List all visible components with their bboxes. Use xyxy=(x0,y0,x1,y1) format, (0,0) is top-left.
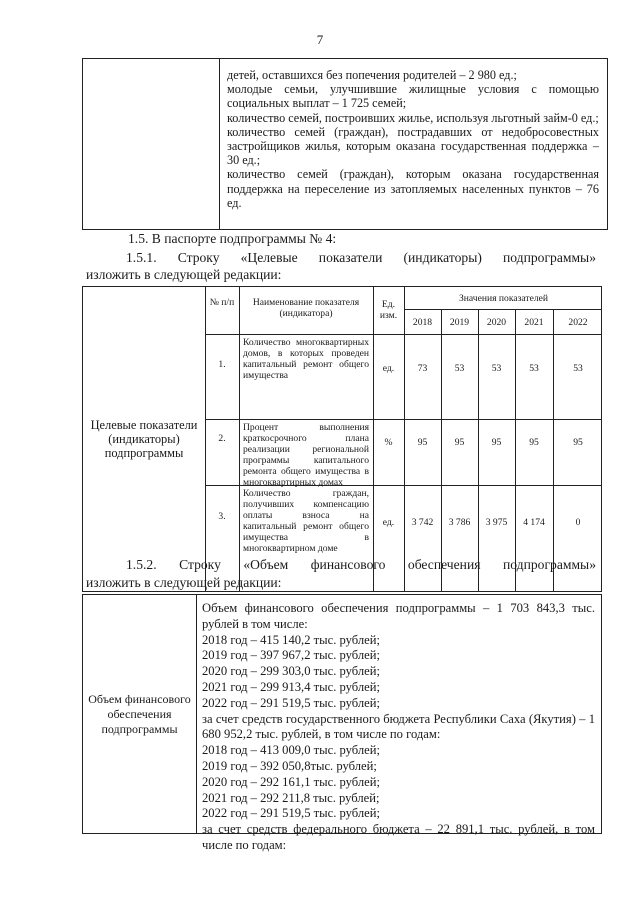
indicator-value: 4 174 xyxy=(523,517,545,528)
paragraph-line: 1.5.2. Строку «Объем финансового обеспечения подпрограммы» xyxy=(126,557,596,572)
indicator-name: Количество граждан, получивших компенсацию оплаты взноса на капитальный ремонт общего имущества в многоквартирном доме xyxy=(243,488,369,554)
list-item: 2018 год – 413 009,0 тыс. рублей; xyxy=(202,743,380,758)
list-item: 2019 год – 397 967,2 тыс. рублей; xyxy=(202,648,380,663)
financing-table xyxy=(82,594,602,852)
section-heading: 1.5. В паспорте подпрограммы № 4: xyxy=(128,231,337,246)
indicator-unit: ед. xyxy=(382,363,395,374)
row-label: Целевые показатели (индикаторы) подпрограммы xyxy=(90,418,198,460)
indicator-value: 95 xyxy=(454,437,465,448)
indicator-value: 53 xyxy=(454,363,465,374)
table-divider xyxy=(553,309,554,591)
column-header-values: Значения показателей xyxy=(458,293,549,304)
indicator-value: 3 742 xyxy=(411,517,434,528)
indicator-unit: ед. xyxy=(382,517,395,528)
previous-table-content xyxy=(227,68,599,210)
column-header-number: № п/п xyxy=(209,297,235,308)
table-divider xyxy=(515,309,516,591)
list-item: 2022 год – 291 519,5 тыс. рублей; xyxy=(202,695,380,710)
column-header-name: Наименование показателя (индикатора) xyxy=(252,297,360,319)
row-number: 2. xyxy=(218,433,226,444)
indicator-value: 0 xyxy=(575,517,581,528)
row-number: 1. xyxy=(218,359,226,370)
indicator-value: 95 xyxy=(417,437,428,448)
list-item: 2022 год – 291 519,5 тыс. рублей; xyxy=(202,806,380,821)
previous-table-continuation xyxy=(82,58,608,230)
page-number: 7 xyxy=(316,32,324,47)
paragraph-line: 1.5.1. Строку «Целевые показатели (индикаторы) подпрограммы» xyxy=(126,250,596,265)
table-divider xyxy=(219,59,220,229)
indicator-value: 53 xyxy=(573,363,583,374)
indicator-value: 95 xyxy=(573,437,583,448)
indicator-value: 3 786 xyxy=(448,517,471,528)
list-item: 2021 год – 299 913,4 тыс. рублей; xyxy=(202,679,380,694)
indicator-value: 95 xyxy=(491,437,502,448)
row-number: 3. xyxy=(218,511,226,522)
indicator-name: Процент выполнения краткосрочного плана реализации региональной программы капитального ремонта общего имущества в многоквартирных домах xyxy=(243,422,369,488)
list-item: количество семей (граждан), пострадавших от недобросовестных застройщиков жилья, которым оказана государственная поддержка – 30 ед.; xyxy=(227,124,599,168)
list-item: за счет средств федерального бюджета – 22 891,1 тыс. рублей, в том числе по годам: xyxy=(202,822,595,852)
paragraph-line: изложить в следующей редакции: xyxy=(86,575,282,590)
table-divider xyxy=(404,309,601,310)
list-item: количество семей, построивших жилье, используя льготный займ-0 ед.; xyxy=(227,110,599,125)
column-header-year: 2019 xyxy=(449,317,470,328)
indicator-value: 53 xyxy=(529,363,539,374)
paragraph-line: изложить в следующей редакции: xyxy=(86,267,282,282)
list-item: детей, оставшихся без попечения родителей – 2 980 ед.; xyxy=(227,68,517,82)
indicator-name: Количество многоквартирных домов, в которых проведен капитальный ремонт общего имущества xyxy=(243,337,369,381)
indicators-table xyxy=(82,286,602,592)
table-divider xyxy=(441,309,442,591)
row-label: Объем финансового обеспечения подпрограммы xyxy=(88,691,191,736)
indicator-value: 3 975 xyxy=(485,517,508,528)
table-divider xyxy=(205,419,601,420)
list-item: за счет средств государственного бюджета Республики Саха (Якутия) – 1 680 952,2 тыс. рублей, в том числе по годам: xyxy=(202,711,595,742)
list-item: 2021 год – 292 211,8 тыс. рублей; xyxy=(202,790,380,805)
indicator-unit: % xyxy=(384,437,393,448)
table-divider xyxy=(205,334,601,335)
list-item: 2019 год – 392 050,8тыс. рублей; xyxy=(202,758,377,773)
list-item: 2020 год – 299 303,0 тыс. рублей; xyxy=(202,664,380,679)
list-item: 2018 год – 415 140,2 тыс. рублей; xyxy=(202,632,380,647)
column-header-year: 2018 xyxy=(412,317,433,328)
column-header-year: 2022 xyxy=(568,317,588,328)
indicator-value: 53 xyxy=(491,363,502,374)
list-item: Объем финансового обеспечения подпрограммы – 1 703 843,3 тыс. рублей в том числе: xyxy=(202,601,595,631)
table-divider xyxy=(478,309,479,591)
column-header-year: 2021 xyxy=(524,317,544,328)
indicator-value: 95 xyxy=(529,437,539,448)
list-item: количество семей (граждан), которым оказана государственная поддержка на переселение из затопляемых населенных пунктов – 76 ед. xyxy=(227,167,599,210)
column-header-unit: Ед. изм. xyxy=(379,299,398,321)
indicator-value: 73 xyxy=(417,363,428,374)
list-item: молодые семьи, улучшившие жилищные условия с помощью социальных выплат – 1 725 семей; xyxy=(227,82,599,111)
table-divider xyxy=(239,287,240,591)
list-item: 2020 год – 292 161,1 тыс. рублей; xyxy=(202,774,380,789)
column-header-year: 2020 xyxy=(486,317,507,328)
table-divider xyxy=(196,595,197,833)
financing-content xyxy=(202,601,595,854)
